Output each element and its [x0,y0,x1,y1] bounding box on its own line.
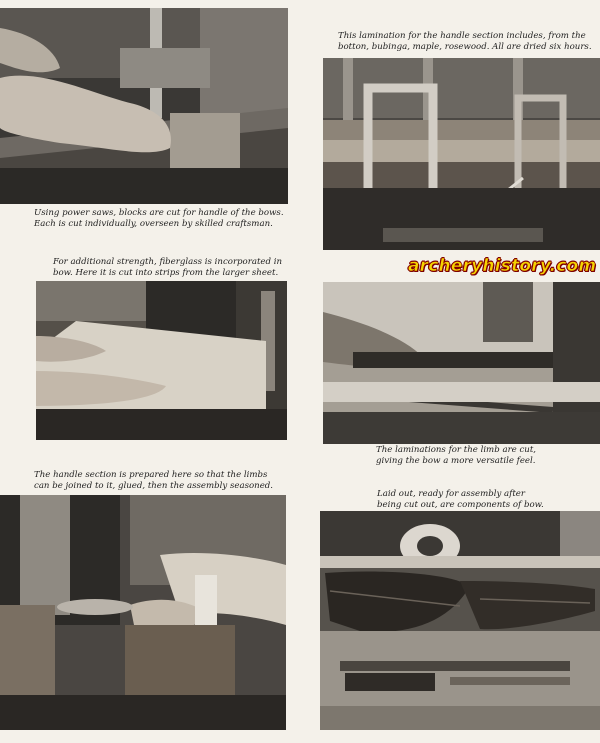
photo-fiberglass-cutting [36,281,287,440]
caption-photo4-line1: The laminations for the limb are cut, [376,445,537,455]
caption-photo5-line1: The handle section is prepared here so that the limbs [34,470,268,480]
caption-photo2-line1: This lamination for the handle section includes, from the [338,31,586,41]
caption-photo6-line2: being cut out, are components of bow. [377,500,544,510]
caption-photo6-line1: Laid out, ready for assembly after [377,489,526,499]
caption-photo4-line2: giving the bow a more versatile feel. [376,456,536,466]
photo-limb-laminations [323,282,600,444]
photo-handle-section-prepared [0,495,286,730]
caption-photo3-line2: bow. Here it is cut into strips from the larger sheet. [53,268,279,278]
caption-photo1-line2: Each is cut individually, overseen by skilled craftsman. [34,219,273,229]
caption-photo1-line1: Using power saws, blocks are cut for handle of the bows. [34,208,284,218]
caption-photo5-line2: can be joined to it, glued, then the assembly seasoned. [34,481,274,491]
caption-photo3-line1: For additional strength, fiberglass is incorporated in [53,257,283,267]
caption-photo5 [34,470,296,492]
watermark-archeryhistory: archeryhistory.com [408,256,597,276]
photo-bow-components [320,511,600,730]
caption-photo2 [338,31,600,53]
photo-clamped-lamination [323,58,600,250]
caption-photo2-line2: botton, bubinga, maple, rosewood. All are dried six hours. [338,42,592,52]
caption-photo4 [376,445,596,467]
caption-photo1 [34,208,294,230]
caption-photo6 [377,489,597,511]
caption-photo3 [53,257,293,279]
photo-bandsaw-handle-blocks [0,8,288,204]
